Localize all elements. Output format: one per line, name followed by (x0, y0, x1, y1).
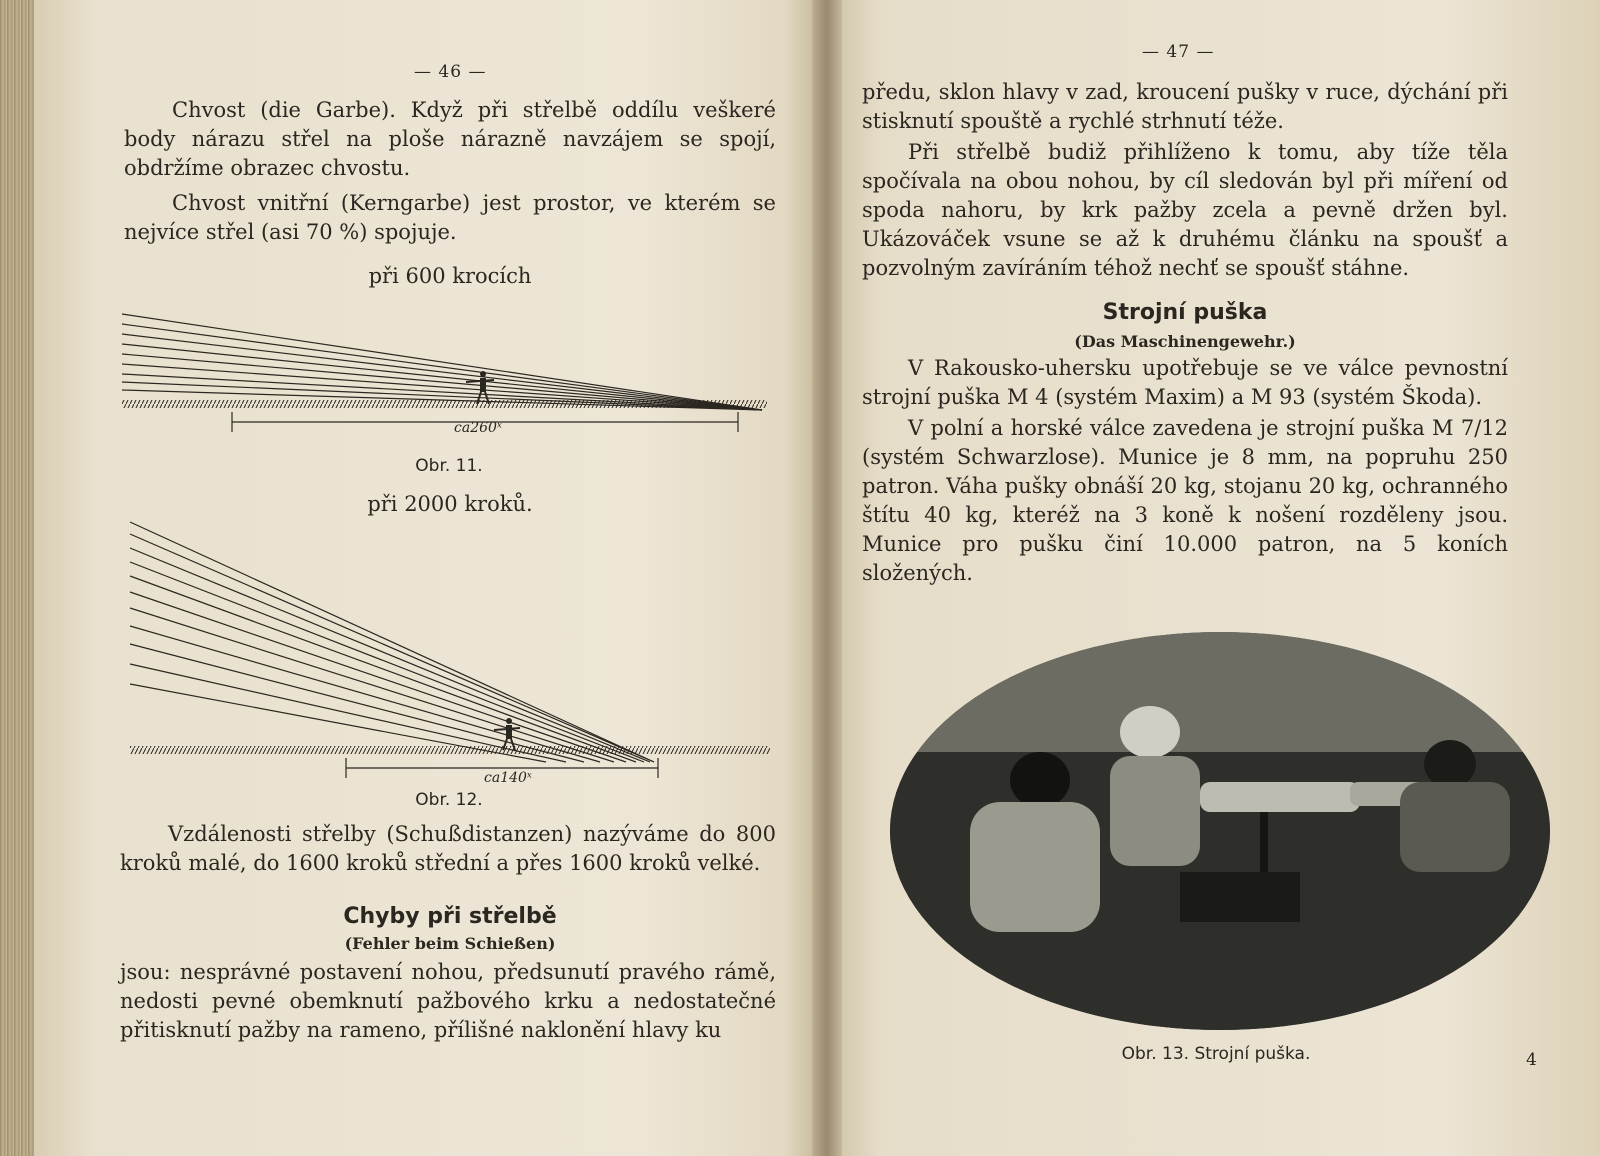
paragraph-chvost-vnitrni: Chvost vnitřní (Kerngarbe) jest prostor, ve kterém se nejvíce střel (asi 70 %) spojuje. (124, 191, 776, 244)
fig12-soldier-icon (494, 718, 520, 750)
fig11-trajectories (122, 314, 762, 410)
fig11-title: při 600 krocích (368, 264, 532, 288)
heading-chyby: Chyby při střelbě (343, 904, 557, 929)
paragraph-vzdalenosti: Vzdálenosti střelby (Schußdistanzen) nazýváme do 800 kroků malé, do 1600 kroků střední a přes 1600 kroků velké. (120, 822, 776, 875)
page-edges (0, 0, 34, 1156)
subheading-maschinengewehr: (Das Maschinengewehr.) (1074, 332, 1296, 351)
fig12-diagram (114, 516, 794, 796)
heading-strojni-puska: Strojní puška (1102, 300, 1268, 325)
signature-mark: 4 (1526, 1050, 1537, 1070)
fig12-dimension-label: ca140ˣ (484, 770, 532, 786)
page-number-right: — 47 — (1142, 42, 1215, 62)
paragraph-jsou: jsou: nesprávné postavení nohou, předsunutí pravého rámě, nedosti pevné obemknutí pažbového krku a nedostatečné přitisknutí pažby na rameno, přílišné naklonění hlavy ku (120, 960, 776, 1042)
paragraph-pri-strelbe: Při střelbě budiž přihlíženo k tomu, aby tíže těla spočívala na obou nohou, by cíl sledován byl při míření od spoda nahoru, by krk pažby zcela a pevně držen byl. Ukázováček vsune se až k druhému článku na spoušť a pozvolným zavíráním téhož nechť se spoušť stáhne. (862, 140, 1508, 280)
paragraph-rakousko: V Rakousko-uhersku upotřebuje se ve válce pevnostní strojní puška M 4 (systém Maxim) a M 93 (systém Škoda). (862, 356, 1508, 409)
fig13-caption: Obr. 13. Strojní puška. (1121, 1044, 1311, 1064)
fig11-ground (122, 400, 767, 408)
left-page (34, 0, 812, 1156)
fig11-dimension-label: ca260ˣ (454, 420, 502, 436)
paragraph-chvost: Chvost (die Garbe). Když při střelbě oddílu veškeré body nárazu střel na ploše nárazně navzájem se spojí, obdržíme obrazec chvostu. (124, 98, 776, 180)
fig12-caption: Obr. 12. (415, 790, 483, 810)
fig12-ground (130, 746, 770, 754)
fig11-caption: Obr. 11. (415, 456, 483, 476)
fig12-trajectories (130, 522, 654, 762)
paragraph-polni: V polní a horské válce zavedena je strojní puška M 7/12 (systém Schwarzlose). Munice je 8 mm, na popruhu 250 patron. Váha pušky obnáší 20 kg, stojanu 20 kg, ochranného štítu 40 kg, kteréž na 3 koně k nošení rozděleny jsou. Munice pro pušku činí 10.000 patron, na 5 koních složených. (862, 416, 1508, 585)
book-gutter (812, 0, 842, 1156)
subheading-chyby: (Fehler beim Schießen) (344, 934, 556, 953)
machine-gun-photo (890, 632, 1550, 1030)
page-number-left: — 46 — (414, 62, 487, 82)
paragraph-predu: předu, sklon hlavy v zad, kroucení pušky v ruce, dýchání při stisknutí spouště a rychlé strhnutí téže. (862, 80, 1508, 133)
fig12-title: při 2000 kroků. (367, 492, 533, 516)
fig11-diagram (114, 300, 794, 450)
